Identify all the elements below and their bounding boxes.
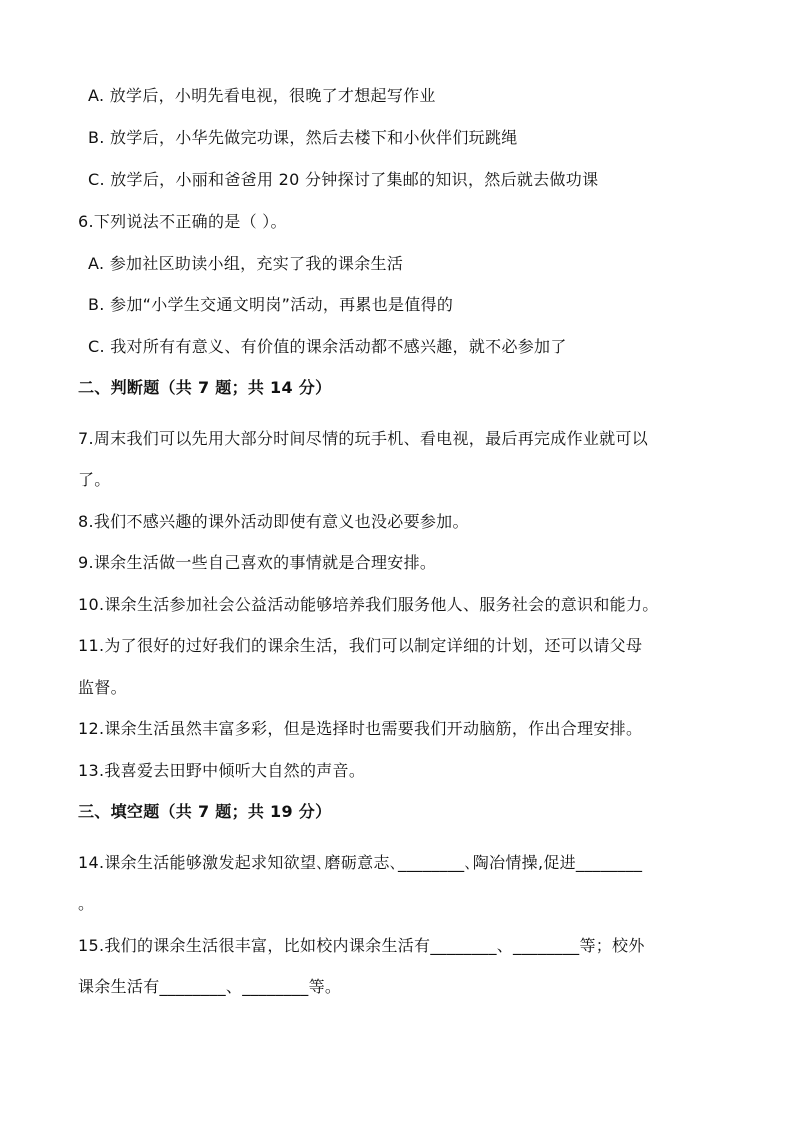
q13: 13.我喜爱去田野中倾听大自然的声音。	[78, 761, 366, 780]
q5-option-b: B. 放学后，小华先做完功课，然后去楼下和小伙伴们玩跳绳	[88, 128, 518, 147]
q15-line-2: 课余生活有________、________等。	[78, 977, 342, 996]
section-judge-heading: 二、判断题（共 7 题；共 14 分）	[78, 378, 332, 397]
q15-line-1: 15.我们的课余生活很丰富，比如校内课余生活有________、________等；校外	[78, 936, 645, 955]
section-fill-heading: 三、填空题（共 7 题；共 19 分）	[78, 802, 332, 821]
q9: 9.课余生活做一些自己喜欢的事情就是合理安排。	[78, 553, 437, 572]
q7-line-1: 7.周末我们可以先用大部分时间尽情的玩手机、看电视，最后再完成作业就可以	[78, 429, 649, 448]
q5-option-a: A. 放学后，小明先看电视，很晚了才想起写作业	[88, 86, 436, 105]
q5-option-c: C. 放学后，小丽和爸爸用 20 分钟探讨了集邮的知识，然后就去做功课	[88, 170, 599, 189]
q14-line-2: 。	[78, 894, 95, 913]
q12: 12.课余生活虽然丰富多彩，但是选择时也需要我们开动脑筋，作出合理安排。	[78, 719, 643, 738]
q11-line-2: 监督。	[78, 678, 127, 697]
q6-option-b: B. 参加“小学生交通文明岗”活动，再累也是值得的	[88, 295, 454, 314]
q6-option-a: A. 参加社区助读小组，充实了我的课余生活	[88, 254, 404, 273]
q6-option-c: C. 我对所有有意义、有价值的课余活动都不感兴趣，就不必参加了	[88, 337, 567, 356]
q10: 10.课余生活参加社会公益活动能够培养我们服务他人、服务社会的意识和能力。	[78, 595, 659, 614]
q11-line-1: 11.为了很好的过好我们的课余生活，我们可以制定详细的计划，还可以请父母	[78, 636, 643, 655]
q14-line-1: 14.课余生活能够激发起求知欲望､磨砺意志､________､陶冶情操,促进________	[78, 853, 643, 872]
q8: 8.我们不感兴趣的课外活动即使有意义也没必要参加。	[78, 512, 469, 531]
q6-question: 6.下列说法不正确的是（ ）。	[78, 212, 287, 231]
q7-line-2: 了。	[78, 470, 111, 489]
